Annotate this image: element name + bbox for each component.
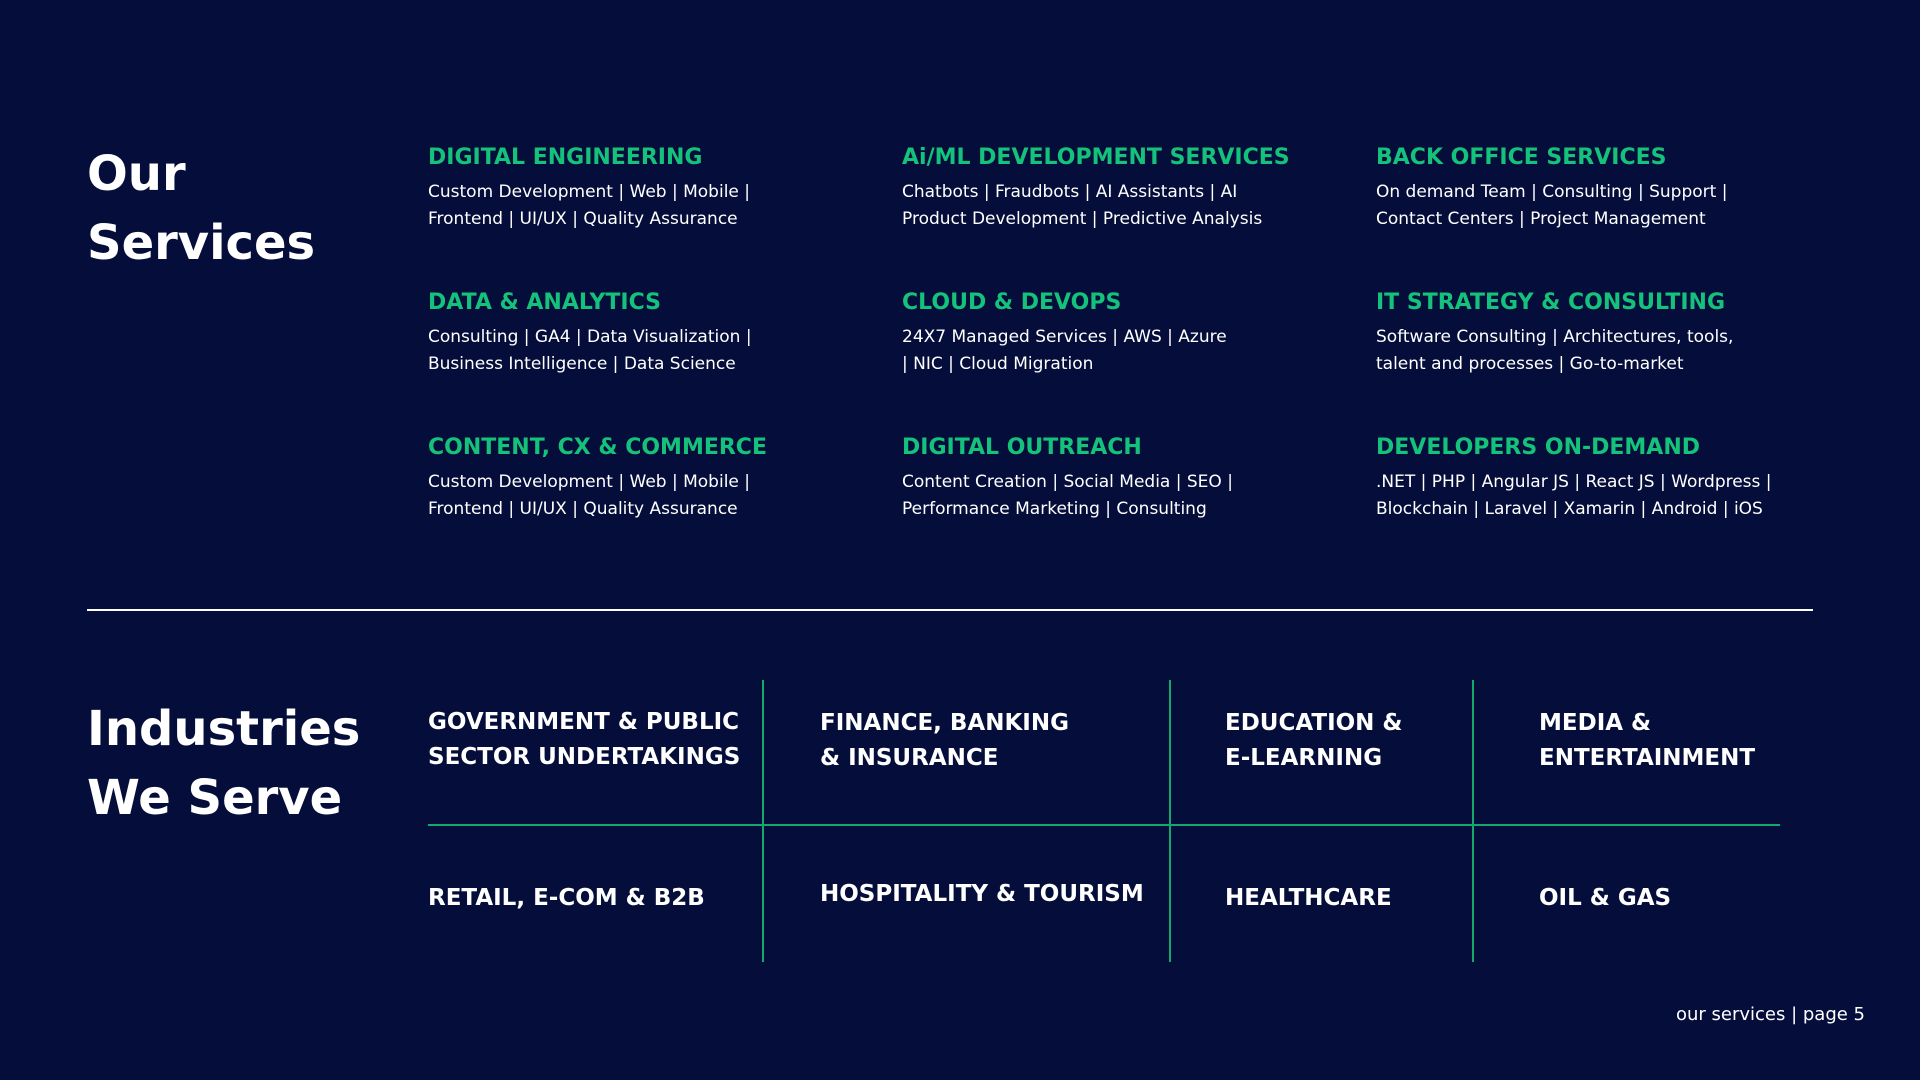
service-name: DIGITAL OUTREACH — [902, 435, 1142, 460]
industry-finance — [820, 706, 1069, 776]
service-description — [428, 179, 868, 233]
industry-label-line: ENTERTAINMENT — [1539, 745, 1756, 771]
service-description-line: Business Intelligence | Data Science — [428, 354, 736, 374]
service-description-line: Consulting | GA4 | Data Visualization | — [428, 327, 752, 347]
service-back-office — [1376, 143, 1816, 233]
title-line: Services — [87, 215, 316, 271]
service-description-line: Blockchain | Laravel | Xamarin | Android | iOS — [1376, 499, 1763, 519]
industries-grid-vertical-line — [762, 680, 764, 962]
service-developers-on-demand — [1376, 433, 1876, 523]
industries-title — [87, 695, 360, 833]
industry-label-line: SECTOR UNDERTAKINGS — [428, 744, 741, 770]
service-description — [1376, 469, 1876, 523]
service-description-line: Custom Development | Web | Mobile | — [428, 472, 751, 492]
industry-retail — [428, 881, 705, 916]
service-description-line: Performance Marketing | Consulting — [902, 499, 1207, 519]
service-name: CONTENT, CX & COMMERCE — [428, 435, 767, 460]
our-services-title — [87, 140, 315, 278]
service-name: Ai/ML DEVELOPMENT SERVICES — [902, 145, 1290, 170]
service-description-line: Contact Centers | Project Management — [1376, 209, 1706, 229]
industry-hospitality — [820, 877, 1144, 912]
industry-label-line: HEALTHCARE — [1225, 885, 1392, 911]
title-line: Our — [87, 146, 186, 202]
service-description-line: Frontend | UI/UX | Quality Assurance — [428, 499, 738, 519]
title-line: Industries — [87, 701, 361, 757]
service-digital-outreach — [902, 433, 1342, 523]
service-description-line: | NIC | Cloud Migration — [902, 354, 1094, 374]
service-name: DEVELOPERS ON-DEMAND — [1376, 435, 1701, 460]
industry-education — [1225, 706, 1403, 776]
title-line: We Serve — [87, 770, 343, 826]
service-cloud-devops — [902, 288, 1342, 378]
industry-label-line: EDUCATION & — [1225, 710, 1403, 736]
service-description-line: Product Development | Predictive Analysis — [902, 209, 1263, 229]
industry-label-line: MEDIA & — [1539, 710, 1652, 736]
service-description-line: On demand Team | Consulting | Support | — [1376, 182, 1728, 202]
industries-grid-vertical-line — [1169, 680, 1171, 962]
industry-label-line: FINANCE, BANKING — [820, 710, 1069, 736]
service-name: DATA & ANALYTICS — [428, 290, 661, 315]
service-content-cx-commerce — [428, 433, 868, 523]
service-name: CLOUD & DEVOPS — [902, 290, 1122, 315]
industry-government — [428, 705, 740, 775]
service-description — [428, 469, 868, 523]
service-description — [428, 324, 868, 378]
service-description — [902, 324, 1342, 378]
service-name: BACK OFFICE SERVICES — [1376, 145, 1667, 170]
service-description-line: Custom Development | Web | Mobile | — [428, 182, 751, 202]
service-description — [902, 469, 1342, 523]
service-it-strategy — [1376, 288, 1816, 378]
service-description-line: Frontend | UI/UX | Quality Assurance — [428, 209, 738, 229]
service-digital-engineering — [428, 143, 868, 233]
service-description-line: Content Creation | Social Media | SEO | — [902, 472, 1233, 492]
industry-media — [1539, 706, 1755, 776]
section-divider — [87, 609, 1813, 611]
industries-grid-horizontal-line — [428, 824, 1780, 826]
industry-label-line: OIL & GAS — [1539, 885, 1672, 911]
service-description-line: Software Consulting | Architectures, tools, — [1376, 327, 1734, 347]
service-description-line: .NET | PHP | Angular JS | React JS | Wordpress | — [1376, 472, 1772, 492]
page-footer: our services | page 5 — [1675, 1004, 1865, 1025]
service-aiml-development — [902, 143, 1342, 233]
service-name: IT STRATEGY & CONSULTING — [1376, 290, 1726, 315]
industry-label-line: GOVERNMENT & PUBLIC — [428, 709, 740, 735]
industry-label-line: & INSURANCE — [820, 745, 999, 771]
service-description-line: 24X7 Managed Services | AWS | Azure — [902, 327, 1227, 347]
industry-label-line: E-LEARNING — [1225, 745, 1383, 771]
industries-grid-vertical-line — [1472, 680, 1474, 962]
industry-healthcare — [1225, 881, 1392, 916]
service-description — [1376, 179, 1816, 233]
service-description — [902, 179, 1342, 233]
industry-label-line: RETAIL, E-COM & B2B — [428, 885, 705, 911]
service-description — [1376, 324, 1816, 378]
service-name: DIGITAL ENGINEERING — [428, 145, 703, 170]
industry-label-line: HOSPITALITY & TOURISM — [820, 881, 1144, 907]
service-description-line: talent and processes | Go-to-market — [1376, 354, 1684, 374]
service-data-analytics — [428, 288, 868, 378]
industry-oil-gas — [1539, 881, 1671, 916]
service-description-line: Chatbots | Fraudbots | AI Assistants | AI — [902, 182, 1238, 202]
